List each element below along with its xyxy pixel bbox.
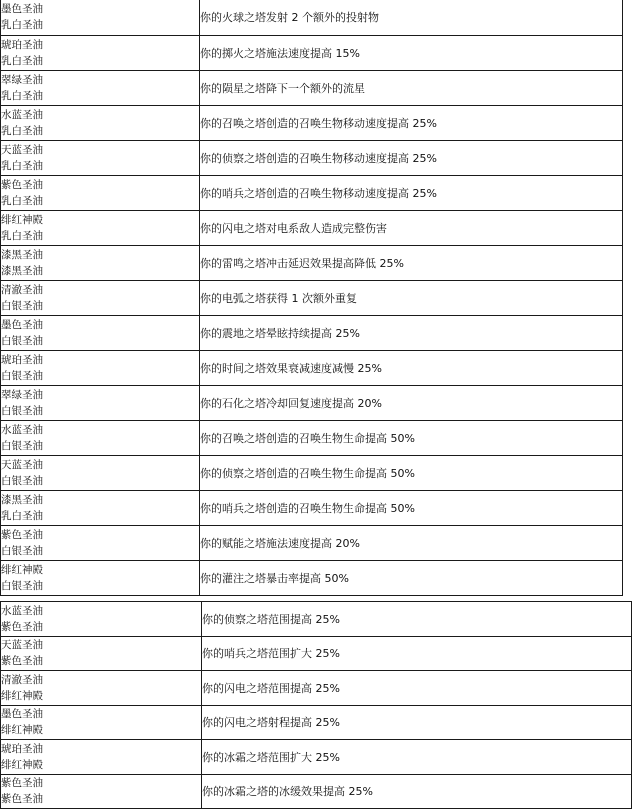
oil-name-first: 紫色圣油	[1, 528, 43, 541]
effect-text-cell: 你的陨星之塔降下一个额外的流星	[200, 70, 623, 105]
oil-name-first: 水蓝圣油	[1, 604, 43, 617]
oil-name-second: 白银圣油	[1, 474, 43, 487]
table-row	[1, 315, 623, 350]
oil-name-second: 乳白圣油	[1, 124, 43, 137]
effect-text-cell: 你的赋能之塔施法速度提高 20%	[200, 525, 623, 560]
table-row	[1, 671, 632, 706]
table-row	[1, 280, 623, 315]
table-row	[1, 420, 623, 455]
table-row	[1, 70, 623, 105]
oil-name-first: 水蓝圣油	[1, 423, 43, 436]
table-row	[1, 774, 632, 809]
oil-name-second: 乳白圣油	[1, 194, 43, 207]
effect-text-cell: 你的雷鸣之塔冲击延迟效果提高降低 25%	[200, 245, 623, 280]
effect-text-cell: 你的闪电之塔范围提高 25%	[202, 671, 632, 706]
oil-combination-cell	[1, 0, 200, 35]
oil-name-second: 乳白圣油	[1, 159, 43, 172]
oil-name-second: 乳白圣油	[1, 229, 43, 242]
oil-name-first: 漆黑圣油	[1, 248, 43, 261]
oil-name-first: 绯红神殿	[1, 213, 43, 226]
table-row	[1, 245, 623, 280]
effect-text-cell: 你的召唤之塔创造的召唤生物生命提高 50%	[200, 420, 623, 455]
effect-text-cell: 你的火球之塔发射 2 个额外的投射物	[200, 0, 623, 35]
oil-name-second: 白银圣油	[1, 334, 43, 347]
oil-name-first: 墨色圣油	[1, 708, 43, 721]
effect-text-cell: 你的侦察之塔创造的召唤生物移动速度提高 25%	[200, 140, 623, 175]
effect-text-cell: 你的侦察之塔创造的召唤生物生命提高 50%	[200, 455, 623, 490]
effect-text-cell: 你的哨兵之塔创造的召唤生物移动速度提高 25%	[200, 175, 623, 210]
oil-name-second: 紫色圣油	[1, 793, 43, 806]
oil-name-first: 紫色圣油	[1, 178, 43, 191]
table-row	[1, 455, 623, 490]
oil-name-second: 白银圣油	[1, 544, 43, 557]
effect-text-cell: 你的电弧之塔获得 1 次额外重复	[200, 280, 623, 315]
oil-combination-cell	[1, 245, 200, 280]
oil-name-second: 白银圣油	[1, 579, 43, 592]
oil-name-second: 白银圣油	[1, 439, 43, 452]
oil-name-second: 紫色圣油	[1, 655, 43, 668]
oil-combination-cell	[1, 385, 200, 420]
effect-text-cell: 你的掷火之塔施法速度提高 15%	[200, 35, 623, 70]
oil-combination-cell	[1, 490, 200, 525]
table-row	[1, 210, 623, 245]
table-row	[1, 560, 623, 595]
oil-combination-cell	[1, 774, 202, 809]
oil-combination-cell	[1, 105, 200, 140]
oil-name-first: 水蓝圣油	[1, 108, 43, 121]
oil-combination-cell	[1, 280, 200, 315]
table-row	[1, 0, 623, 35]
oil-name-second: 漆黑圣油	[1, 264, 43, 277]
oil-combination-cell	[1, 560, 200, 595]
oil-combination-cell	[1, 175, 200, 210]
table-row	[1, 385, 623, 420]
effect-text-cell: 你的闪电之塔射程提高 25%	[202, 705, 632, 740]
oil-name-second: 紫色圣油	[1, 620, 43, 633]
table-row	[1, 105, 623, 140]
effect-text-cell: 你的冰霜之塔的冰缓效果提高 25%	[202, 774, 632, 809]
oil-combination-cell	[1, 315, 200, 350]
table-row	[1, 705, 632, 740]
effect-text-cell: 你的石化之塔冷却回复速度提高 20%	[200, 385, 623, 420]
oil-combination-cell	[1, 671, 202, 706]
table-row	[1, 175, 623, 210]
effect-text-cell: 你的哨兵之塔创造的召唤生物生命提高 50%	[200, 490, 623, 525]
recipe-table-bottom	[0, 601, 632, 809]
oil-name-second: 绯红神殿	[1, 689, 43, 702]
effect-text-cell: 你的侦察之塔范围提高 25%	[202, 602, 632, 637]
oil-name-first: 天蓝圣油	[1, 639, 43, 652]
oil-name-first: 天蓝圣油	[1, 143, 43, 156]
oil-name-first: 清澈圣油	[1, 673, 43, 686]
oil-name-first: 琥珀圣油	[1, 38, 43, 51]
oil-name-first: 绯红神殿	[1, 563, 43, 576]
oil-combination-cell	[1, 525, 200, 560]
oil-name-first: 紫色圣油	[1, 777, 43, 790]
table-row	[1, 602, 632, 637]
table-row	[1, 525, 623, 560]
oil-combination-cell	[1, 70, 200, 105]
effect-text-cell: 你的时间之塔效果衰减速度减慢 25%	[200, 350, 623, 385]
effect-text-cell: 你的哨兵之塔范围扩大 25%	[202, 636, 632, 671]
table-row	[1, 140, 623, 175]
oil-name-first: 墨色圣油	[1, 318, 43, 331]
oil-combination-cell	[1, 602, 202, 637]
oil-combination-cell	[1, 636, 202, 671]
oil-combination-cell	[1, 455, 200, 490]
table-row	[1, 350, 623, 385]
oil-combination-cell	[1, 350, 200, 385]
oil-name-second: 乳白圣油	[1, 89, 43, 102]
table-row	[1, 740, 632, 775]
oil-name-second: 乳白圣油	[1, 19, 43, 32]
oil-name-first: 翠绿圣油	[1, 73, 43, 86]
oil-name-second: 绯红神殿	[1, 758, 43, 771]
oil-name-second: 绯红神殿	[1, 724, 43, 737]
effect-text-cell: 你的闪电之塔对电系敌人造成完整伤害	[200, 210, 623, 245]
oil-name-first: 清澈圣油	[1, 283, 43, 296]
oil-name-second: 白银圣油	[1, 299, 43, 312]
oil-combination-cell	[1, 740, 202, 775]
effect-text-cell: 你的震地之塔晕眩持续提高 25%	[200, 315, 623, 350]
oil-name-first: 翠绿圣油	[1, 388, 43, 401]
effect-text-cell: 你的冰霜之塔范围扩大 25%	[202, 740, 632, 775]
oil-combination-cell	[1, 35, 200, 70]
oil-name-first: 墨色圣油	[1, 3, 43, 16]
oil-name-first: 漆黑圣油	[1, 493, 43, 506]
oil-combination-cell	[1, 420, 200, 455]
oil-combination-cell	[1, 210, 200, 245]
oil-name-second: 乳白圣油	[1, 509, 43, 522]
table-row	[1, 490, 623, 525]
oil-name-second: 白银圣油	[1, 369, 43, 382]
oil-name-first: 琥珀圣油	[1, 353, 43, 366]
effect-text-cell: 你的召唤之塔创造的召唤生物移动速度提高 25%	[200, 105, 623, 140]
oil-name-first: 天蓝圣油	[1, 458, 43, 471]
effect-text-cell: 你的灌注之塔暴击率提高 50%	[200, 560, 623, 595]
table-row	[1, 35, 623, 70]
oil-combination-cell	[1, 705, 202, 740]
oil-name-first: 琥珀圣油	[1, 742, 43, 755]
oil-combination-cell	[1, 140, 200, 175]
oil-name-second: 乳白圣油	[1, 54, 43, 67]
table-row	[1, 636, 632, 671]
oil-name-second: 白银圣油	[1, 404, 43, 417]
